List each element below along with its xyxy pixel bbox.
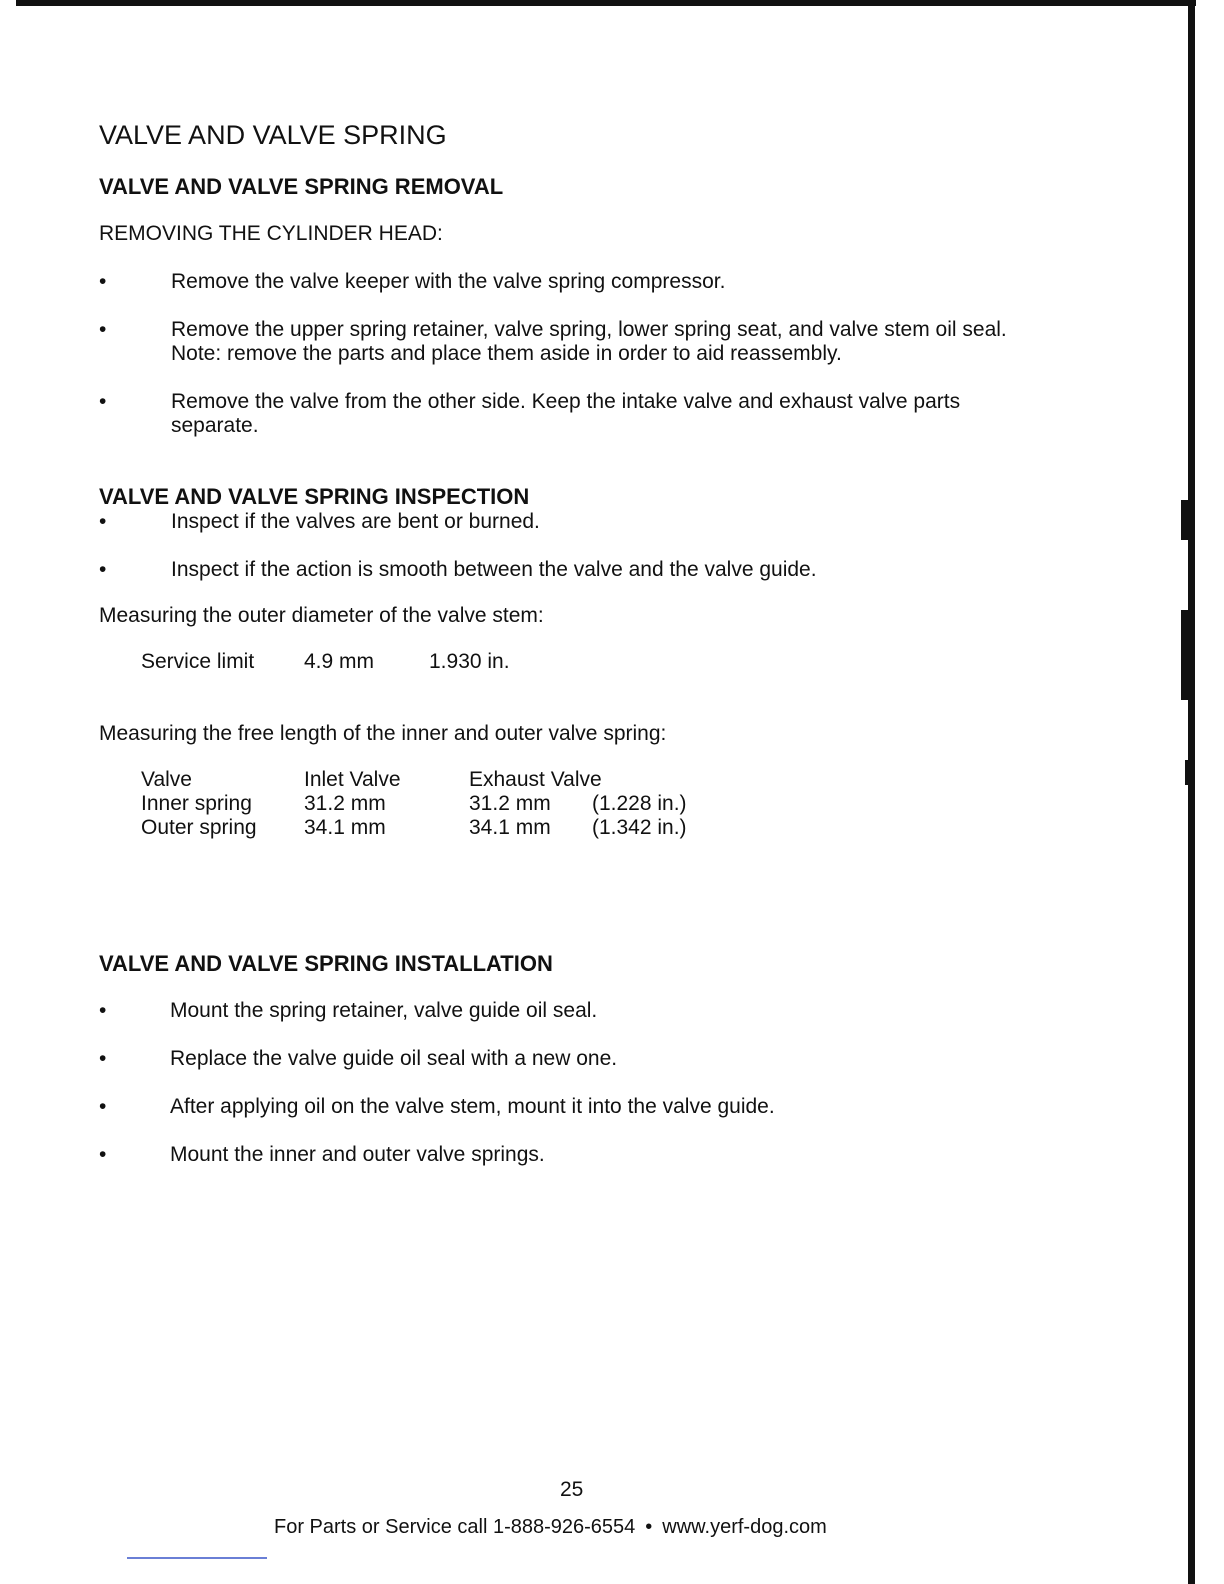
footer-website: www.yerf-dog.com — [662, 1516, 827, 1538]
table-header: Valve — [141, 768, 192, 791]
service-limit-label: Service limit — [141, 650, 255, 673]
list-item-text: Remove the valve from the other side. Keep the intake valve and exhaust valve parts separate. — [171, 390, 961, 437]
removal-heading: VALVE AND VALVE SPRING REMOVAL — [99, 174, 504, 199]
page-number: 25 — [560, 1478, 584, 1501]
list-item-text: After applying oil on the valve stem, mount it into the valve guide. — [170, 1095, 775, 1118]
table-cell: 31.2 mm — [469, 792, 551, 815]
table-cell: (1.342 in.) — [592, 816, 687, 839]
service-limit-in: 1.930 in. — [429, 650, 510, 673]
bullet-glyph: • — [99, 510, 107, 533]
bullet-glyph: • — [99, 1047, 107, 1070]
bullet-glyph: • — [99, 270, 107, 293]
scan-underline — [127, 1557, 267, 1559]
bullet-glyph: • — [99, 558, 107, 581]
list-item-text: Mount the spring retainer, valve guide oil seal. — [170, 999, 598, 1022]
list-item-text: Mount the inner and outer valve springs. — [170, 1143, 545, 1166]
table-cell: 34.1 mm — [304, 816, 386, 839]
list-item-text: Inspect if the action is smooth between the valve and the valve guide. — [171, 558, 817, 581]
bullet-glyph: • — [99, 390, 107, 413]
scan-mark — [1181, 610, 1189, 700]
table-cell: Inner spring — [141, 792, 252, 815]
top-border-rule — [16, 0, 1196, 6]
list-item-text: Inspect if the valves are bent or burned. — [171, 510, 540, 533]
table-cell: 31.2 mm — [304, 792, 386, 815]
removal-subheading: REMOVING THE CYLINDER HEAD: — [99, 222, 443, 245]
footer-contact: For Parts or Service call 1-888-926-6554 — [274, 1516, 636, 1538]
list-item-text: Replace the valve guide oil seal with a new one. — [170, 1047, 618, 1070]
list-item-text: Remove the valve keeper with the valve spring compressor. — [171, 270, 726, 293]
table-header: Exhaust Valve — [469, 768, 602, 791]
service-limit-mm: 4.9 mm — [304, 650, 375, 673]
spring-intro: Measuring the free length of the inner and outer valve spring: — [99, 722, 667, 745]
table-header: Inlet Valve — [304, 768, 401, 791]
right-border-rule — [1188, 0, 1195, 1584]
installation-heading: VALVE AND VALVE SPRING INSTALLATION — [99, 951, 553, 976]
page-title: VALVE AND VALVE SPRING — [99, 120, 447, 150]
bullet-glyph: • — [99, 1095, 107, 1118]
footer-separator: • — [645, 1516, 653, 1538]
table-cell: 34.1 mm — [469, 816, 551, 839]
stem-intro: Measuring the outer diameter of the valve stem: — [99, 604, 544, 627]
page-footer — [274, 1516, 827, 1539]
bullet-glyph: • — [99, 318, 107, 341]
table-cell: (1.228 in.) — [592, 792, 687, 815]
scan-mark — [1185, 760, 1189, 785]
bullet-glyph: • — [99, 1143, 107, 1166]
table-cell: Outer spring — [141, 816, 257, 839]
scan-mark — [1181, 500, 1189, 540]
inspection-heading: VALVE AND VALVE SPRING INSPECTION — [99, 484, 530, 509]
bullet-glyph: • — [99, 999, 107, 1022]
list-item-text: Remove the upper spring retainer, valve spring, lower spring seat, and valve stem oil seal. Note: remove the parts and place them aside in order to aid reassembly. — [171, 318, 1007, 365]
